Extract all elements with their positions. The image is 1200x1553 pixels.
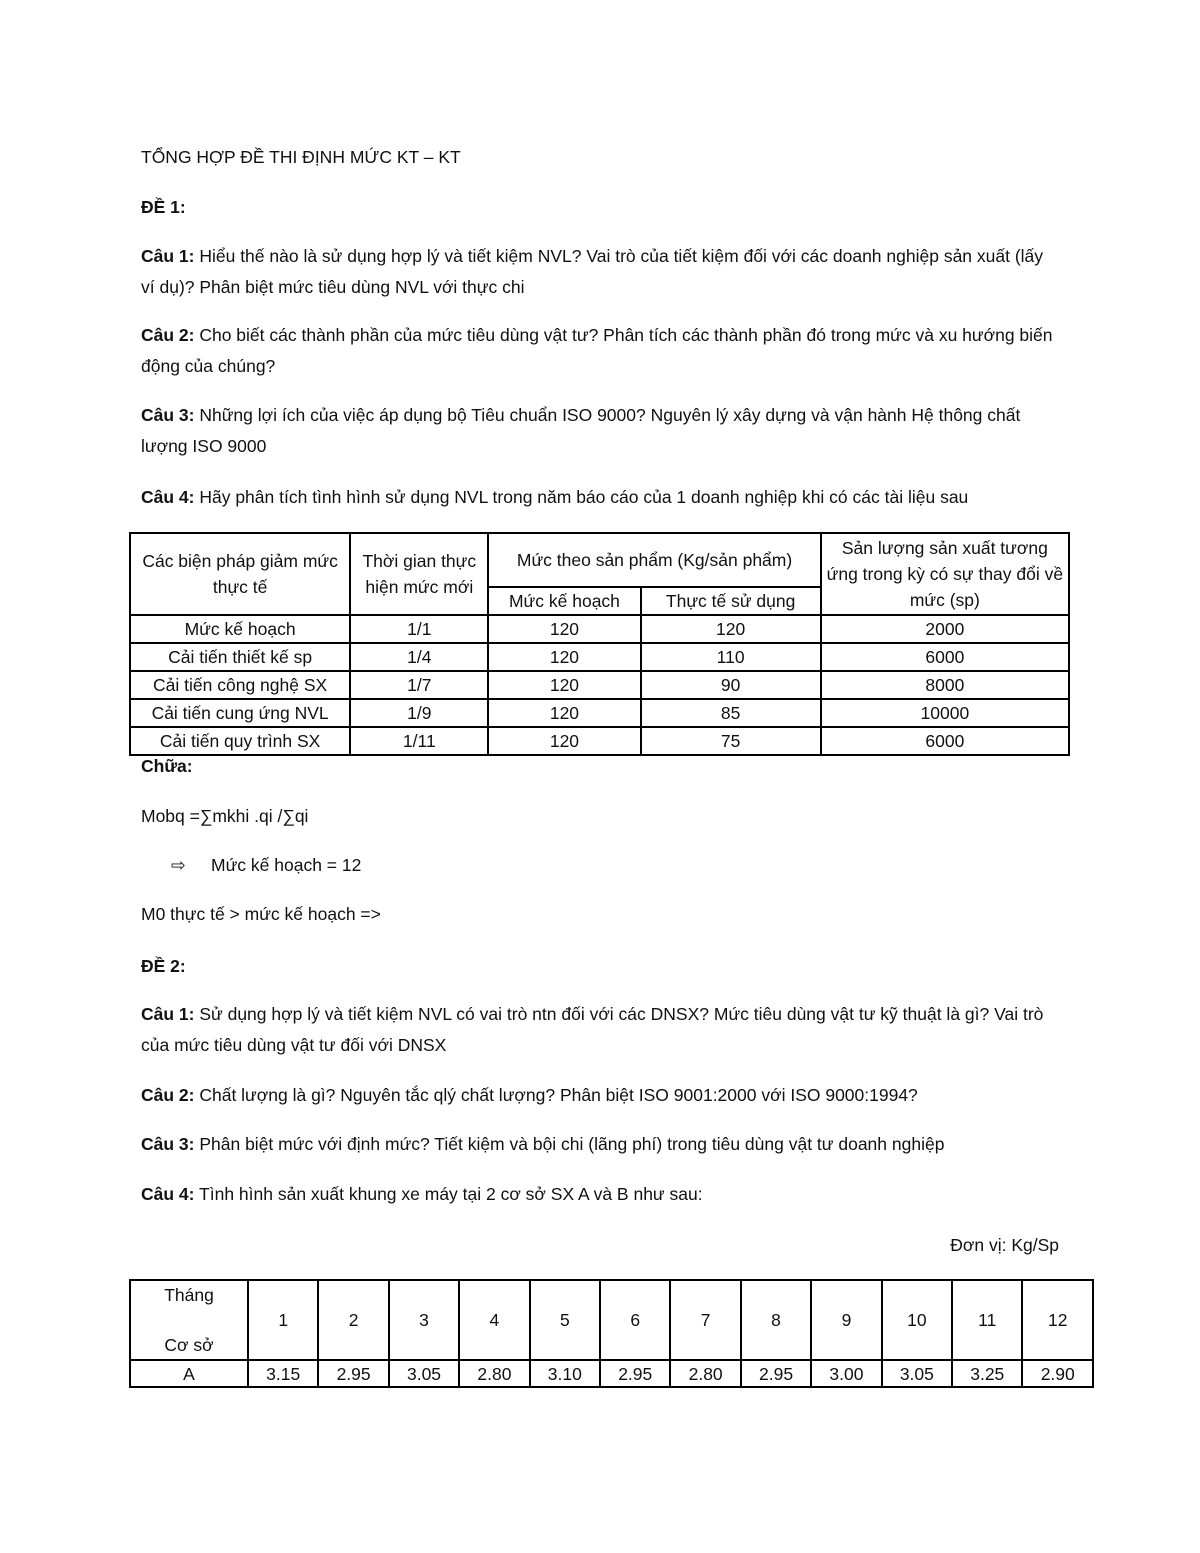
- month-header: 3: [389, 1280, 459, 1360]
- header-output: Sản lượng sản xuất tương ứng trong kỳ có sự thay đổi về mức (sp): [821, 533, 1069, 615]
- value-cell: 2.95: [600, 1360, 670, 1387]
- month-header: 12: [1022, 1280, 1093, 1360]
- cell-measure: Cải tiến công nghệ SX: [130, 671, 350, 699]
- month-header: 7: [670, 1280, 740, 1360]
- plan-result-line: [171, 854, 361, 876]
- value-cell: 3.15: [248, 1360, 318, 1387]
- cell-time: 1/4: [350, 643, 488, 671]
- de2-heading: ĐỀ 2:: [141, 956, 186, 976]
- table-row: [130, 1360, 1093, 1387]
- cell-output: 8000: [821, 671, 1069, 699]
- cell-output: 10000: [821, 699, 1069, 727]
- cell-output: 6000: [821, 727, 1069, 755]
- header-plan: Mức kế hoạch: [488, 587, 640, 615]
- value-cell: 2.80: [670, 1360, 740, 1387]
- table-row: [130, 643, 1069, 671]
- cell-actual: 110: [641, 643, 821, 671]
- value-cell: 3.00: [811, 1360, 881, 1387]
- value-cell: 3.05: [882, 1360, 952, 1387]
- de2-question-3: Câu 3: Phân biệt mức với định mức? Tiết kiệm và bội chi (lãng phí) trong tiêu dùng vật tư doanh nghiệp: [141, 1134, 945, 1154]
- plan-result: Mức kế hoạch = 12: [211, 855, 362, 875]
- month-header: 5: [530, 1280, 600, 1360]
- month-header: 8: [741, 1280, 811, 1360]
- cell-output: 2000: [821, 615, 1069, 643]
- cell-time: 1/7: [350, 671, 488, 699]
- cell-time: 1/11: [350, 727, 488, 755]
- de2-question-4: Câu 4: Tình hình sản xuất khung xe máy tại 2 cơ sở SX A và B như sau:: [141, 1184, 703, 1204]
- cell-plan: 120: [488, 727, 640, 755]
- de1-heading: ĐỀ 1:: [141, 197, 186, 217]
- de1-question-2: Câu 2: Cho biết các thành phần của mức tiêu dùng vật tư? Phân tích các thành phần đó trong mức và xu hướng biến động của chúng?: [141, 325, 1053, 376]
- de1-question-4: Câu 4: Hãy phân tích tình hình sử dụng NVL trong năm báo cáo của 1 doanh nghiệp khi có các tài liệu sau: [141, 487, 969, 507]
- value-cell: 3.25: [952, 1360, 1022, 1387]
- cell-time: 1/9: [350, 699, 488, 727]
- site-label: A: [130, 1360, 248, 1387]
- de2-question-1: Câu 1: Sử dụng hợp lý và tiết kiệm NVL có vai trò ntn đối với các DNSX? Mức tiêu dùng vật tư kỹ thuật là gì? Vai trò của mức tiêu dùng vật tư đối với DNSX: [141, 1004, 1044, 1055]
- table-row: [130, 671, 1069, 699]
- cell-actual: 75: [641, 727, 821, 755]
- document-title: TỔNG HỢP ĐỀ THI ĐỊNH MỨC KT – KT: [141, 147, 461, 167]
- header-actual: Thực tế sử dụng: [641, 587, 821, 615]
- de1-question-3: Câu 3: Những lợi ích của việc áp dụng bộ Tiêu chuẩn ISO 9000? Nguyên lý xây dựng và vận hành Hệ thông chất lượng ISO 9000: [141, 405, 1021, 456]
- header-site: Cơ sở: [164, 1334, 214, 1355]
- cell-plan: 120: [488, 671, 640, 699]
- unit-label: Đơn vị: Kg/Sp: [950, 1235, 1059, 1255]
- cell-plan: 120: [488, 615, 640, 643]
- cell-actual: 85: [641, 699, 821, 727]
- cell-measure: Mức kế hoạch: [130, 615, 350, 643]
- value-cell: 2.90: [1022, 1360, 1093, 1387]
- value-cell: 2.80: [459, 1360, 529, 1387]
- table-row: [130, 727, 1069, 755]
- arrow-right-icon: ⇨: [171, 855, 186, 875]
- m0-comparison: M0 thực tế > mức kế hoạch =>: [141, 904, 381, 924]
- month-header: 6: [600, 1280, 670, 1360]
- cell-measure: Cải tiến cung ứng NVL: [130, 699, 350, 727]
- table-row: [130, 699, 1069, 727]
- table-row: [130, 615, 1069, 643]
- header-time: Thời gian thực hiện mức mới: [350, 533, 488, 615]
- value-cell: 2.95: [741, 1360, 811, 1387]
- de1-norm-table: [129, 532, 1070, 756]
- header-month-site: [130, 1280, 248, 1360]
- month-header: 4: [459, 1280, 529, 1360]
- month-header: 2: [318, 1280, 388, 1360]
- header-measure: Các biện pháp giảm mức thực tế: [130, 533, 350, 615]
- cell-output: 6000: [821, 643, 1069, 671]
- header-month: Tháng: [164, 1284, 214, 1305]
- header-norm: Mức theo sản phẩm (Kg/sản phẩm): [488, 533, 820, 587]
- cell-plan: 120: [488, 699, 640, 727]
- cell-plan: 120: [488, 643, 640, 671]
- formula: Mobq =∑mkhi .qi /∑qi: [141, 806, 309, 826]
- cell-measure: Cải tiến thiết kế sp: [130, 643, 350, 671]
- value-cell: 3.10: [530, 1360, 600, 1387]
- cell-actual: 120: [641, 615, 821, 643]
- value-cell: 2.95: [318, 1360, 388, 1387]
- cell-measure: Cải tiến quy trình SX: [130, 727, 350, 755]
- cell-time: 1/1: [350, 615, 488, 643]
- value-cell: 3.05: [389, 1360, 459, 1387]
- de1-question-1: Câu 1: Hiểu thế nào là sử dụng hợp lý và tiết kiệm NVL? Vai trò của tiết kiệm đối với các doanh nghiệp sản xuất (lấy ví dụ)? Phân biệt mức tiêu dùng NVL với thực chi: [141, 246, 1044, 297]
- de2-question-2: Câu 2: Chất lượng là gì? Nguyên tắc qlý chất lượng? Phân biệt ISO 9001:2000 với ISO 9000:1994?: [141, 1085, 918, 1105]
- de2-frame-table: [129, 1279, 1094, 1388]
- month-header: 10: [882, 1280, 952, 1360]
- month-header: 1: [248, 1280, 318, 1360]
- solution-label: Chữa:: [141, 756, 193, 776]
- cell-actual: 90: [641, 671, 821, 699]
- month-header: 11: [952, 1280, 1022, 1360]
- month-header: 9: [811, 1280, 881, 1360]
